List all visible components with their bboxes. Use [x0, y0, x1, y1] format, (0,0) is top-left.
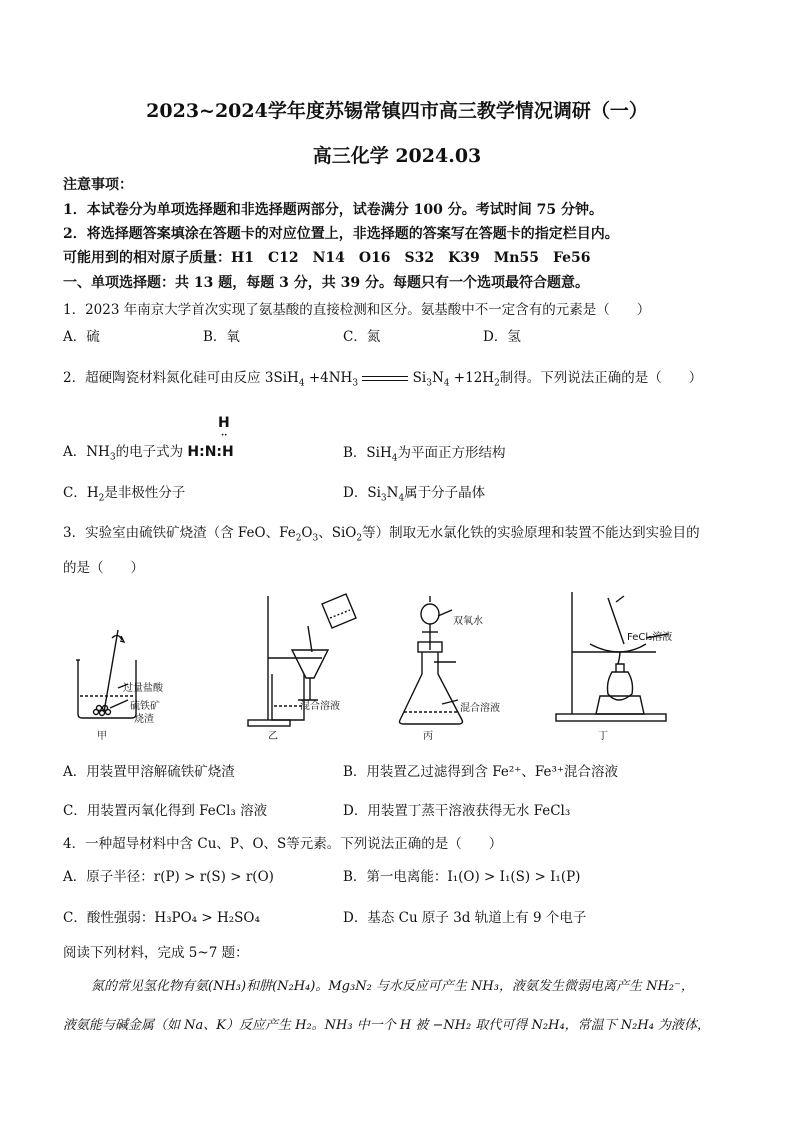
q4-option-c: C．酸性强弱：H₃PO₄ > H₂SO₄: [63, 910, 260, 926]
q4-option-d: D．基态 Cu 原子 3d 轨道上有 9 个电子: [343, 910, 587, 926]
label-bing: 丙: [423, 731, 433, 742]
apparatus-figure: [60, 588, 740, 738]
label-jia: 甲: [97, 731, 107, 742]
q2-d-prefix: D．Si: [343, 485, 381, 501]
q1-option-d: D．氢: [483, 329, 521, 345]
apparatus-jia: [76, 630, 136, 718]
q2-a-suffix: 的电子式为: [115, 444, 184, 460]
q3-stem-part2: O: [301, 525, 313, 541]
notice-item-2: 2．将选择题答案填涂在答题卡的对应位置上，非选择题的答案写在答题卡的指定栏目内。: [63, 226, 619, 242]
label-slag-2: 烧渣: [134, 714, 154, 725]
question-3-stem-line1: 3．实验室由硫铁矿烧渣（含 FeO、$Fe_2O_3$、SiO$_2$等）制取无水氯化铁的实验原理和装置不能达到实验目的: [63, 525, 700, 544]
question-1-stem: 1．2023 年南京大学首次实现了氨基酸的直接检测和区分。氨基酸中不一定含有的元素是（ ）: [63, 302, 651, 318]
question-2-stem: 2．超硬陶瓷材料氮化硅可由反应 $3SiH_4 +4NH_3$ $Si_3N_4 +12H_2$制得。下列说法正确的是（ ）: [63, 370, 703, 389]
lewis-structure: H:N:H: [187, 444, 234, 460]
q2-d-suffix: 属于分子晶体: [404, 485, 486, 501]
q3-option-c: C．用装置丙氧化得到 FeCl₃ 溶液: [63, 803, 268, 819]
reading-heading: 阅读下列材料，完成 5~7 题：: [63, 945, 249, 961]
page-title: 2023~2024学年度苏锡常镇四市高三教学情况调研（一）: [146, 100, 648, 122]
atomic-masses: 可能用到的相对原子质量：H1 C12 N14 O16 S32 K39 Mn55 Fe56: [63, 250, 591, 266]
page-subtitle: 高三化学 2024.03: [312, 145, 482, 167]
q1-option-c: C．氮: [343, 329, 381, 345]
label-mixed-1: 混合溶液: [300, 701, 340, 712]
label-slag-1: 硫铁矿: [130, 701, 160, 712]
q2-stem-prefix: 2．超硬陶瓷材料氮化硅可由反应 3SiH: [63, 370, 299, 386]
q2-b-prefix: B．SiH: [343, 445, 392, 461]
q2-option-c: C．$H_2$是非极性分子: [63, 485, 186, 504]
q3-option-d: D．用装置丁蒸干溶液获得无水 FeCl₃: [343, 803, 571, 819]
lewis-dots-top: ··: [221, 431, 228, 441]
label-ding: 丁: [598, 731, 608, 742]
q3-option-b: B．用装置乙过滤得到含 Fe²⁺、Fe³⁺混合溶液: [343, 764, 619, 780]
q4-option-a: A．原子半径：r(P) > r(S) > r(O): [63, 869, 274, 885]
q3-stem-part4: 等）制取无水氯化铁的实验原理和装置不能达到实验目的: [362, 525, 700, 541]
question-4-stem: 4．一种超导材料中含 Cu、P、O、S等元素。下列说法正确的是（ ）: [63, 836, 503, 852]
q2-option-b: B．SiH$_4$为平面正方形结构: [343, 445, 506, 464]
q2-a-prefix: A．NH: [63, 444, 110, 460]
q2-stem-suffix: 制得。下列说法正确的是（ ）: [499, 370, 703, 386]
label-h2o2: 双氧水: [453, 616, 483, 627]
label-fecl3: FeCl₃溶液: [627, 632, 673, 643]
apparatus-ding: [556, 592, 668, 721]
q1-option-a: A．硫: [63, 329, 100, 345]
section-heading: 一、单项选择题：共 13 题，每题 3 分，共 39 分。每题只有一个选项最符合题意。: [63, 275, 589, 291]
q1-option-b: B．氧: [203, 329, 240, 345]
q3-option-a: A．用装置甲溶解硫铁矿烧渣: [63, 764, 235, 780]
q2-option-d: D．$Si_3N_4$属于分子晶体: [343, 485, 486, 504]
reading-line-2: 液氨能与碱金属（如 Na、K）反应产生 H₂。NH₃ 中一个 H 被 −NH₂ 取代可得 N₂H₄，常温下 N₂H₄ 为液体，: [63, 1018, 711, 1033]
lewis-h-top: H: [218, 415, 230, 431]
label-mixed-2: 混合溶液: [460, 703, 500, 714]
q3-stem-part3: 、SiO: [318, 525, 357, 541]
label-yi: 乙: [268, 731, 278, 742]
q2-c-prefix: C．H: [63, 485, 99, 501]
notice-heading: 注意事项：: [63, 177, 133, 193]
question-3-stem-line2: 的是（ ）: [63, 560, 144, 576]
q3-stem-part1: 3．实验室由硫铁矿烧渣（含 FeO、Fe: [63, 525, 296, 541]
q2-b-suffix: 为平面正方形结构: [397, 445, 506, 461]
q2-c-suffix: 是非极性分子: [104, 485, 186, 501]
reading-line-1: 氮的常见氢化物有氨(NH₃)和肼(N₂H₄)。Mg₃N₂ 与水反应可产生 NH₃，液氨发生微弱电离产生 NH₂⁻，: [91, 979, 694, 994]
notice-item-1: 1．本试卷分为单项选择题和非选择题两部分，试卷满分 100 分。考试时间 75 分钟。: [63, 202, 603, 218]
label-hcl: 过量盐酸: [123, 683, 163, 694]
q4-option-b: B．第一电离能：I₁(O) > I₁(S) > I₁(P): [343, 869, 581, 885]
q2-option-a: A．$NH_3$的电子式为 H:N:H: [63, 444, 234, 463]
